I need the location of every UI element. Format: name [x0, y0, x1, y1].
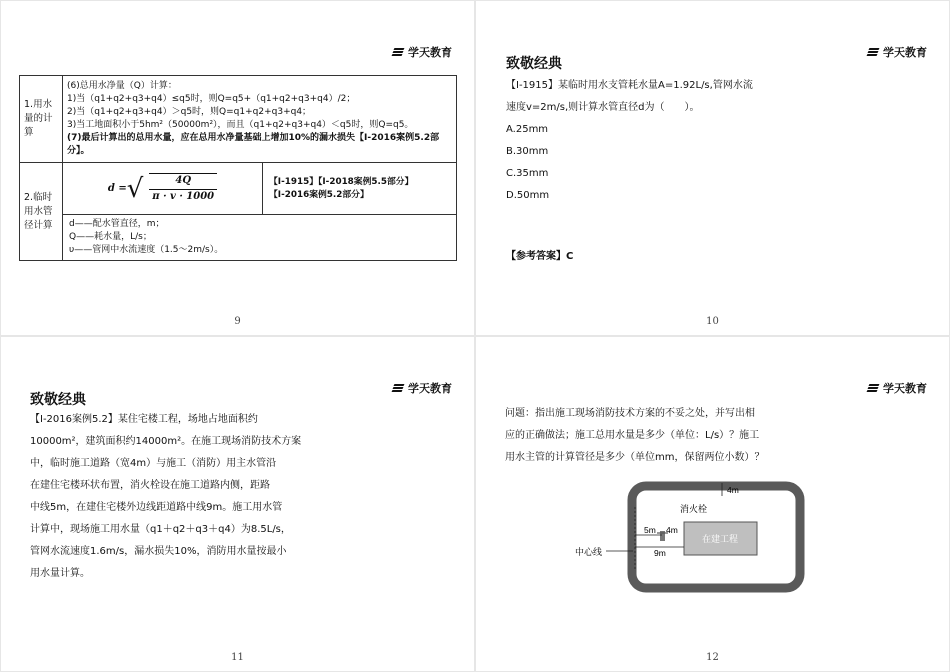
case-line: 【Ⅰ-2016案例5.2】某住宅楼工程，场地占地面积约 [30, 414, 258, 425]
slide-page-10 [476, 1, 949, 335]
question-line: 应的正确做法；施工总用水量是多少（单位：L/s）？施工 [505, 430, 760, 441]
citation-line: 【Ⅰ-1915】【Ⅰ-2018案例5.5部分】 [269, 177, 414, 188]
water-usage-rules [63, 76, 457, 163]
option-c: C.35mm [506, 168, 549, 179]
question-line: 用水主管的计算管径是多少（单位mm，保留两位小数）？ [505, 452, 765, 463]
reference-answer: 【参考答案】C [506, 251, 574, 262]
answer-options [506, 119, 549, 207]
brand-name: 学天教育 [408, 382, 452, 395]
question-text [506, 75, 926, 119]
slide-page-12 [476, 337, 949, 671]
page-number: 12 [706, 652, 719, 663]
variable-definitions [63, 215, 457, 261]
brand-name: 学天教育 [883, 46, 927, 59]
brand-mark-icon [392, 47, 405, 57]
case-line: 中，临时施工道路（宽4m）与施工（消防）用主水管沿 [30, 458, 277, 469]
dim-5m-label: 5m [644, 525, 656, 535]
page-title: 致敬经典 [506, 56, 562, 72]
formula-fraction [149, 173, 217, 204]
dim-4m-label: 4m [666, 525, 678, 535]
page-number: 10 [706, 316, 719, 327]
building-label: 在建工程 [701, 534, 739, 544]
page-title: 致敬经典 [30, 392, 86, 408]
formula-table [19, 75, 457, 261]
case-line: 在建住宅楼环状布置，消火栓设在施工道路内侧，距路 [30, 480, 270, 491]
brand-mark-icon [392, 383, 405, 393]
formula-numerator: 4Q [175, 175, 192, 187]
rule-line: 2)当（q1+q2+q3+q4）＞q5时，则Q=q1+q2+q3+q4； [67, 107, 312, 118]
rule-line: 3)当工地面积小于5hm²（50000m²），而且（q1+q2+q3+q4）＜q5时，则Q=q5。 [67, 120, 414, 131]
option-a: A.25mm [506, 124, 549, 135]
rule-line: (7)最后计算出的总用水量，应在总用水净量基础上增加10%的漏水损失【Ⅰ-2016案例5.2部分】。 [67, 133, 440, 157]
formula-citations [263, 163, 457, 215]
brand-logo [392, 380, 452, 396]
rule-line: (6)总用水净量（Q）计算： [67, 81, 177, 91]
brand-logo [392, 44, 452, 60]
brand-name: 学天教育 [408, 46, 452, 59]
dim-9m-label: 9m [654, 548, 666, 558]
option-b: B.30mm [506, 146, 549, 157]
case-line: 中线5m，在建住宅楼外边线距道路中线9m。施工用水管 [30, 502, 283, 513]
site-layout-diagram [476, 337, 949, 671]
case-line: 用水量计算。 [30, 568, 90, 579]
pipe-diameter-formula [63, 163, 263, 215]
definition-line: Q——耗水量，L/s； [69, 232, 152, 243]
brand-name: 学天教育 [883, 382, 927, 395]
citation-line: 【Ⅰ-2016案例5.2部分】 [269, 189, 369, 200]
row-header-water-usage: 1.用水量的计算 [20, 76, 63, 163]
road-width-label: 4m [727, 485, 739, 495]
rule-line: 1)当（q1+q2+q3+q4）≤q5时，则Q=q5+（q1+q2+q3+q4）/2； [67, 94, 356, 105]
question-line: 速度v=2m/s,则计算水管直径d为（ ）。 [506, 102, 700, 113]
case-line: 10000m²，建筑面积约14000m²。在施工现场消防技术方案 [30, 436, 302, 447]
sqrt-symbol: √ $\frac{4Q}{\pi \cdot v \cdot 1000}$ [127, 173, 217, 204]
hydrant-label: 消火栓 [680, 504, 708, 514]
formula-denominator: π · v · 1000 [149, 189, 217, 205]
row-header-pipe-diameter: 2.临时用水管径计算 [20, 163, 63, 261]
question-line: 【Ⅰ-1915】某临时用水支管耗水量A=1.92L/s,管网水流 [506, 80, 753, 91]
formula-lhs: d = [107, 182, 127, 194]
case-line: 计算中，现场施工用水量（q1＋q2＋q3＋q4）为8.5L/s， [30, 524, 291, 535]
brand-logo [867, 44, 927, 60]
case-line: 管网水流速度1.6m/s，漏水损失10%，消防用水量按最小 [30, 546, 287, 557]
slide-page-9 [1, 1, 474, 335]
page-number: 11 [231, 652, 244, 663]
brand-mark-icon [867, 47, 880, 57]
definition-line: υ——管网中水流速度（1.5～2m/s）。 [69, 245, 224, 256]
option-d: D.50mm [506, 190, 550, 201]
question-line: 问题：指出施工现场消防技术方案的不妥之处，并写出相 [505, 408, 755, 419]
slide-page-11 [1, 337, 474, 671]
definition-line: d——配水管直径，m； [69, 219, 165, 230]
centerline-label: 中心线 [575, 547, 603, 557]
page-number: 9 [234, 316, 241, 327]
case-description [30, 409, 460, 585]
